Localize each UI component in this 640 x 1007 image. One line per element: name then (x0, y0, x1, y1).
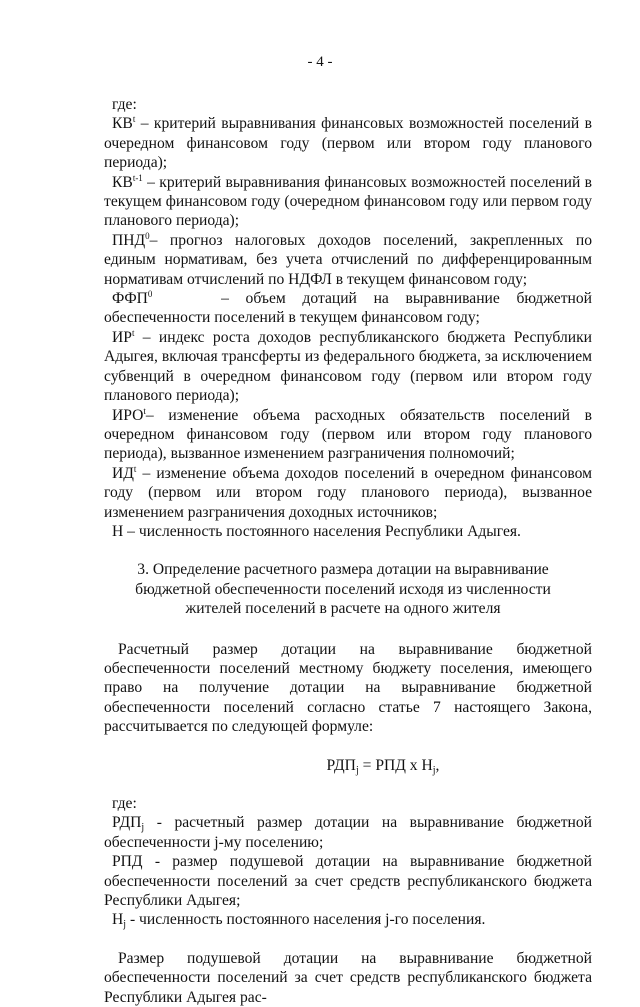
definition-rpd: РПД - размер подушевой дотации на выравнивание бюджетной обеспеченности поселений за счет средств республиканского бюджета Республики Адыгея; (104, 853, 592, 910)
page-number: - 4 - (307, 54, 333, 70)
definition-kv-t-1: КВ$^{t-1}$ – критерий выравнивания финансовых возможностей поселений в текущем финансовом году (очередном финансовом году или первом году планового периода); (104, 172, 592, 230)
page-content (104, 95, 592, 1007)
definition-rdp: $РДП_j$ - расчетный размер дотации на выравнивание бюджетной обеспеченности j-му поселению; (104, 814, 592, 851)
formula: $РДП_j$ = РПД х $Н_j$, (326, 756, 440, 776)
where-label: где: (112, 96, 137, 113)
definition-pnd: ПНД$^0$– прогноз налоговых доходов поселений, закрепленных по единым нормативам, без учета отчислений по дифференцированным нормативам отчислений по НДФЛ в текущем финансовом году; (104, 230, 592, 288)
definition-n: Н – численность постоянного населения Республики Адыгея. (112, 522, 521, 540)
definition-iro: ИРО$^t$– изменение объема расходных обязательств поселений в очередном финансовом году (первом или втором году планового периода), вызванное изменением разграничения полномочий; (104, 405, 592, 463)
section-title: 3. Определение расчетного размера дотации на выравнивание бюджетной обеспеченности поселений исходя из численности жителей поселений в расчете на одного жителя (135, 561, 551, 618)
definition-id: $ИД^t$ – изменение объема доходов поселений в очередном финансовом году (первом или втором году планового периода), вызванное изменением разграничения доходных источников; (104, 463, 592, 521)
definition-ir: $ИР^t$ – индекс роста доходов республиканского бюджета Республики Адыгея, включая трансферты из федерального бюджета, за исключением субвенций в очередном финансовом году (первом или втором году планового периода); (104, 327, 592, 405)
paragraph-calculation: Расчетный размер дотации на выравнивание бюджетной обеспеченности поселений местному бюджету поселения, имеющего право на получение дотации на выравнивание бюджетной обеспеченности поселений согласно статье 7 настоящего Закона, рассчитывается по следующей формуле: (104, 640, 592, 736)
definition-kv-t: $КВ^t$ – критерий выравнивания финансовых возможностей поселений в очередном финансовом году (первом или втором году планового периода); (104, 114, 592, 172)
definition-nj: $Н_j$ - численность постоянного населения j-го поселения. (112, 911, 486, 931)
definition-ffp: ФФП$^0$ – объем дотаций на выравнивание бюджетной обеспеченности поселений в текущем финансовом году; (104, 289, 592, 327)
paragraph-per-capita: Размер подушевой дотации на выравнивание бюджетной обеспеченности поселений за счет средств республиканского бюджета Республики Адыгея рас- (104, 949, 592, 1006)
where-label-2: где: (112, 795, 137, 812)
